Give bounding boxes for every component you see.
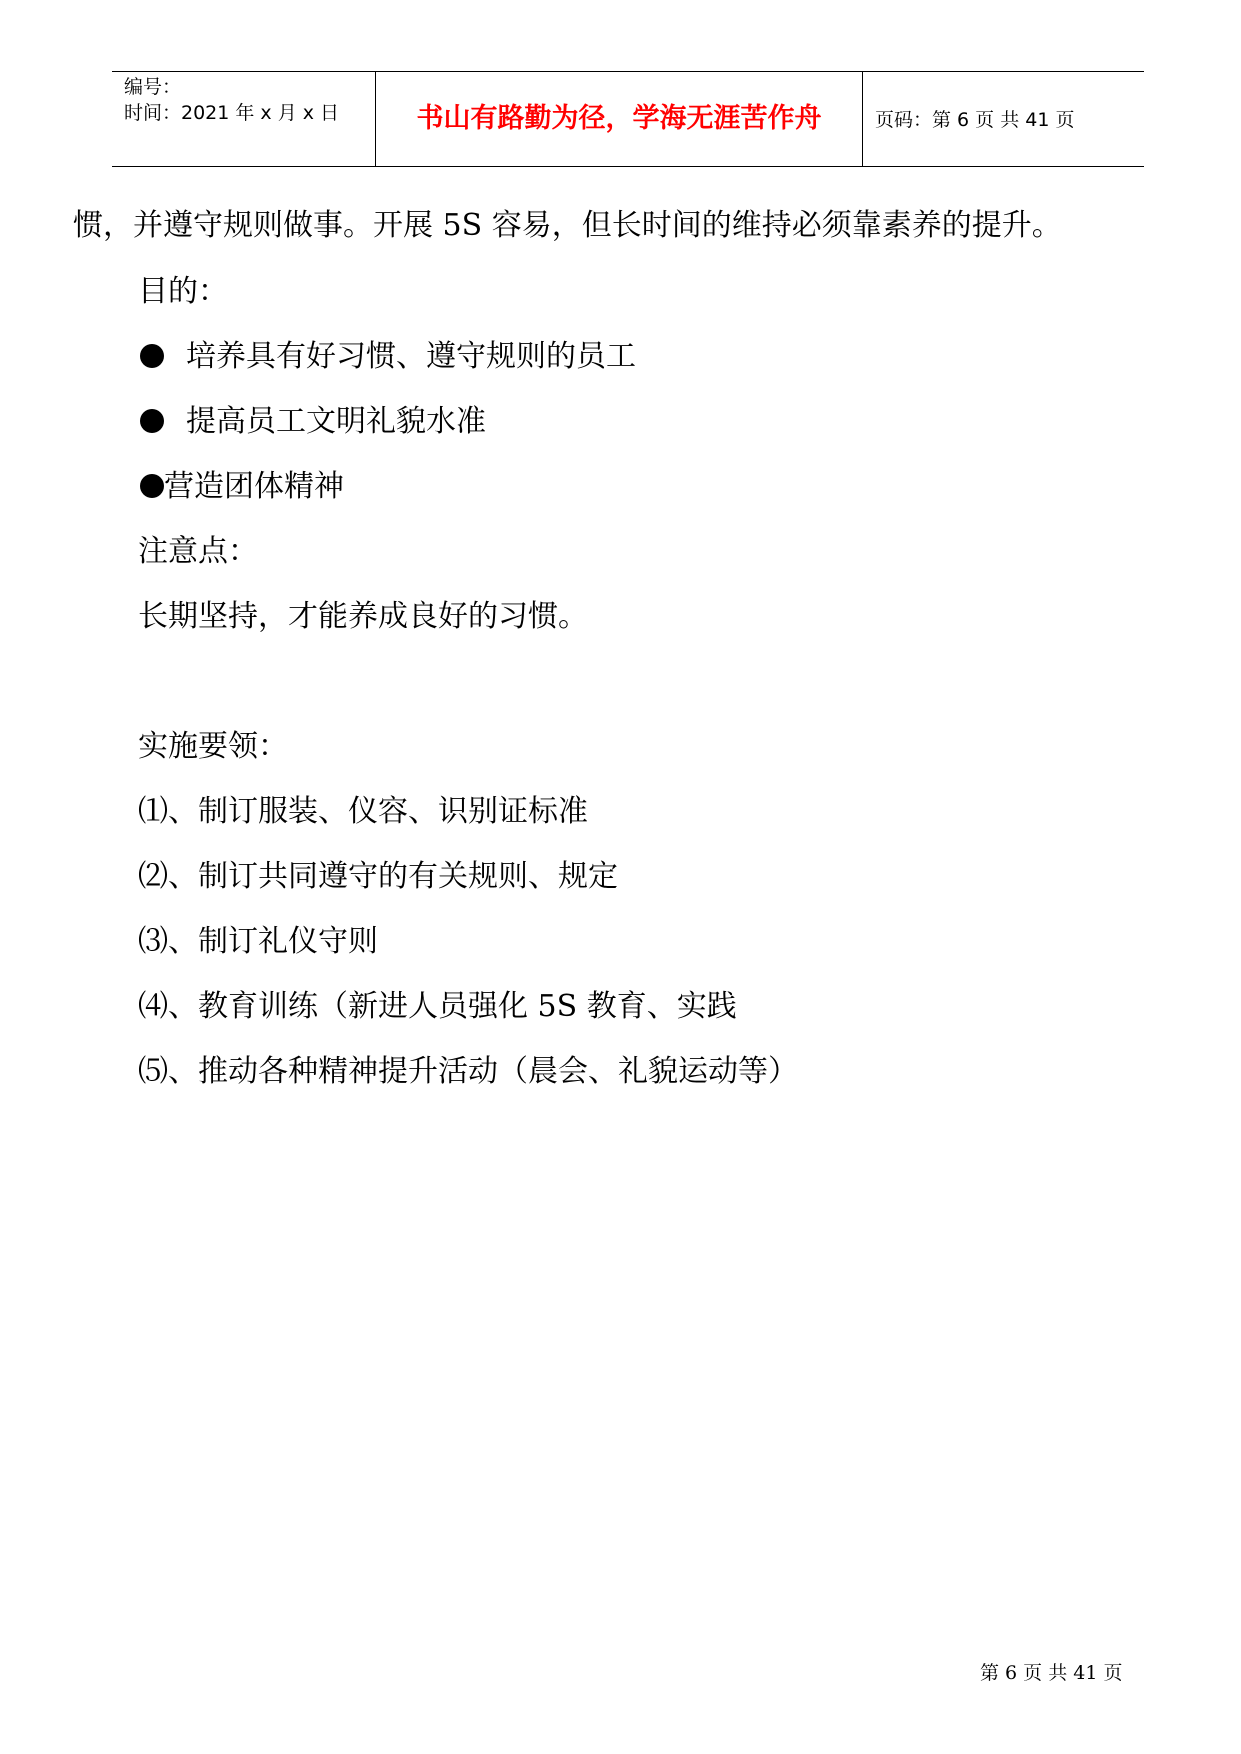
- implementation-item: ⑴、制订服装、仪容、识别证标准: [138, 794, 588, 829]
- implementation-item: ⑵、制订共同遵守的有关规则、规定: [138, 859, 618, 894]
- implementation-item: ⑷、教育训练（新进人员强化 5S 教育、实践: [138, 989, 737, 1024]
- page-footer: 第 6 页 共 41 页: [980, 1662, 1123, 1684]
- document-time-label: 时间：2021 年 x 月 x 日: [124, 102, 340, 124]
- notes-heading: 注意点：: [138, 534, 258, 569]
- header-motto: 书山有路勤为径，学海无涯苦作舟: [416, 103, 822, 134]
- header-page-cell: [863, 72, 1144, 166]
- header-page-code: 页码：第 6 页 共 41 页: [875, 109, 1075, 131]
- document-number-label: 编号：: [124, 76, 182, 98]
- purpose-item-text: 提高员工文明礼貌水准: [186, 404, 486, 439]
- purpose-item: [140, 402, 486, 442]
- purpose-item: [140, 337, 636, 377]
- bullet-icon: [140, 344, 164, 368]
- header-info-cell: [112, 72, 376, 166]
- implementation-heading: 实施要领：: [138, 729, 288, 764]
- purpose-item-text: 培养具有好习惯、遵守规则的员工: [186, 339, 636, 374]
- page-header: [112, 71, 1144, 167]
- note-text: 长期坚持，才能养成良好的习惯。: [138, 599, 588, 634]
- continuation-paragraph: 惯，并遵守规则做事。开展 5S 容易，但长时间的维持必须靠素养的提升。: [73, 208, 1062, 243]
- header-motto-cell: [376, 72, 863, 166]
- purpose-item: [140, 467, 344, 507]
- bullet-icon: [140, 474, 164, 498]
- purpose-item-text: 营造团体精神: [164, 469, 344, 504]
- implementation-item: ⑶、制订礼仪守则: [138, 924, 378, 959]
- bullet-icon: [140, 409, 164, 433]
- purpose-heading: 目的：: [138, 274, 228, 309]
- implementation-item: ⑸、推动各种精神提升活动（晨会、礼貌运动等）: [138, 1054, 798, 1089]
